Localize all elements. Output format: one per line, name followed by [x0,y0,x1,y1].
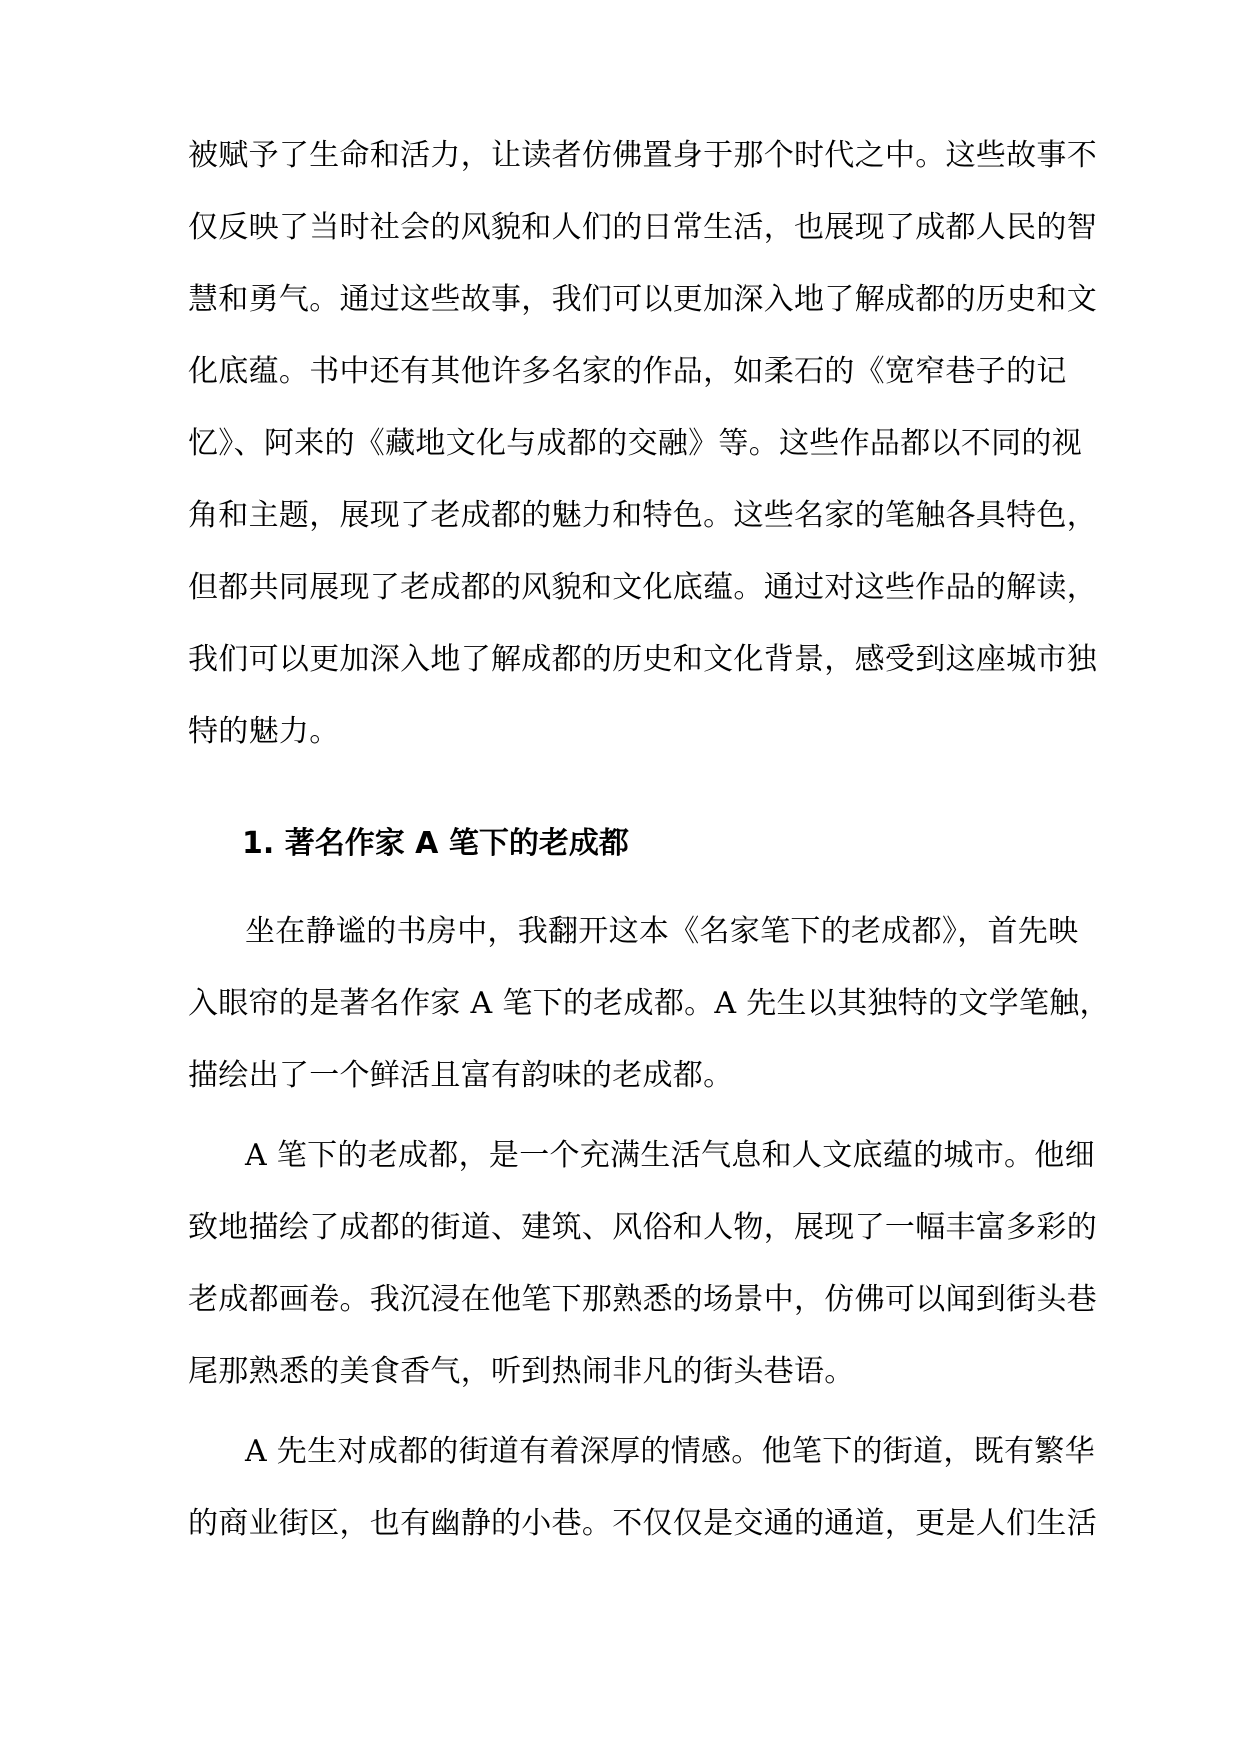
paragraph-line: 被赋予了生命和活力，让读者仿佛置身于那个时代之中。这些故事不 [188,138,1097,173]
section-heading: 1. 著名作家 A 笔下的老成都 [242,826,629,861]
paragraph-line: 角和主题，展现了老成都的魅力和特色。这些名家的笔触各具特色， [188,498,1097,533]
paragraph-line: 我们可以更加深入地了解成都的历史和文化背景，感受到这座城市独 [188,642,1097,677]
paragraph-line: 入眼帘的是著名作家 A 笔下的老成都。A 先生以其独特的文学笔触， [188,986,1110,1021]
paragraph-line: 但都共同展现了老成都的风貌和文化底蕴。通过对这些作品的解读， [188,570,1097,605]
paragraph-line: 的商业街区，也有幽静的小巷。不仅仅是交通的通道，更是人们生活 [188,1506,1097,1541]
paragraph-line: 坐在静谧的书房中，我翻开这本《名家笔下的老成都》，首先映 [245,914,1079,949]
paragraph-line: 特的魅力。 [188,714,340,749]
paragraph-line: A 先生对成都的街道有着深厚的情感。他笔下的街道，既有繁华 [245,1434,1095,1469]
paragraph-line: 尾那熟悉的美食香气，听到热闹非凡的街头巷语。 [188,1354,855,1389]
paragraph-line: 忆》、阿来的《藏地文化与成都的交融》等。这些作品都以不同的视 [188,426,1082,461]
paragraph-line: 致地描绘了成都的街道、建筑、风俗和人物，展现了一幅丰富多彩的 [188,1210,1097,1245]
paragraph-line: 老成都画卷。我沉浸在他笔下那熟悉的场景中，仿佛可以闻到街头巷 [188,1282,1097,1317]
paragraph-line: A 笔下的老成都，是一个充满生活气息和人文底蕴的城市。他细 [245,1138,1095,1173]
paragraph-line: 慧和勇气。通过这些故事，我们可以更加深入地了解成都的历史和文 [188,282,1097,317]
paragraph-line: 描绘出了一个鲜活且富有韵味的老成都。 [188,1058,734,1093]
paragraph-line: 化底蕴。书中还有其他许多名家的作品，如柔石的《宽窄巷子的记 [188,354,1067,389]
paragraph-line: 仅反映了当时社会的风貌和人们的日常生活，也展现了成都人民的智 [188,210,1097,245]
